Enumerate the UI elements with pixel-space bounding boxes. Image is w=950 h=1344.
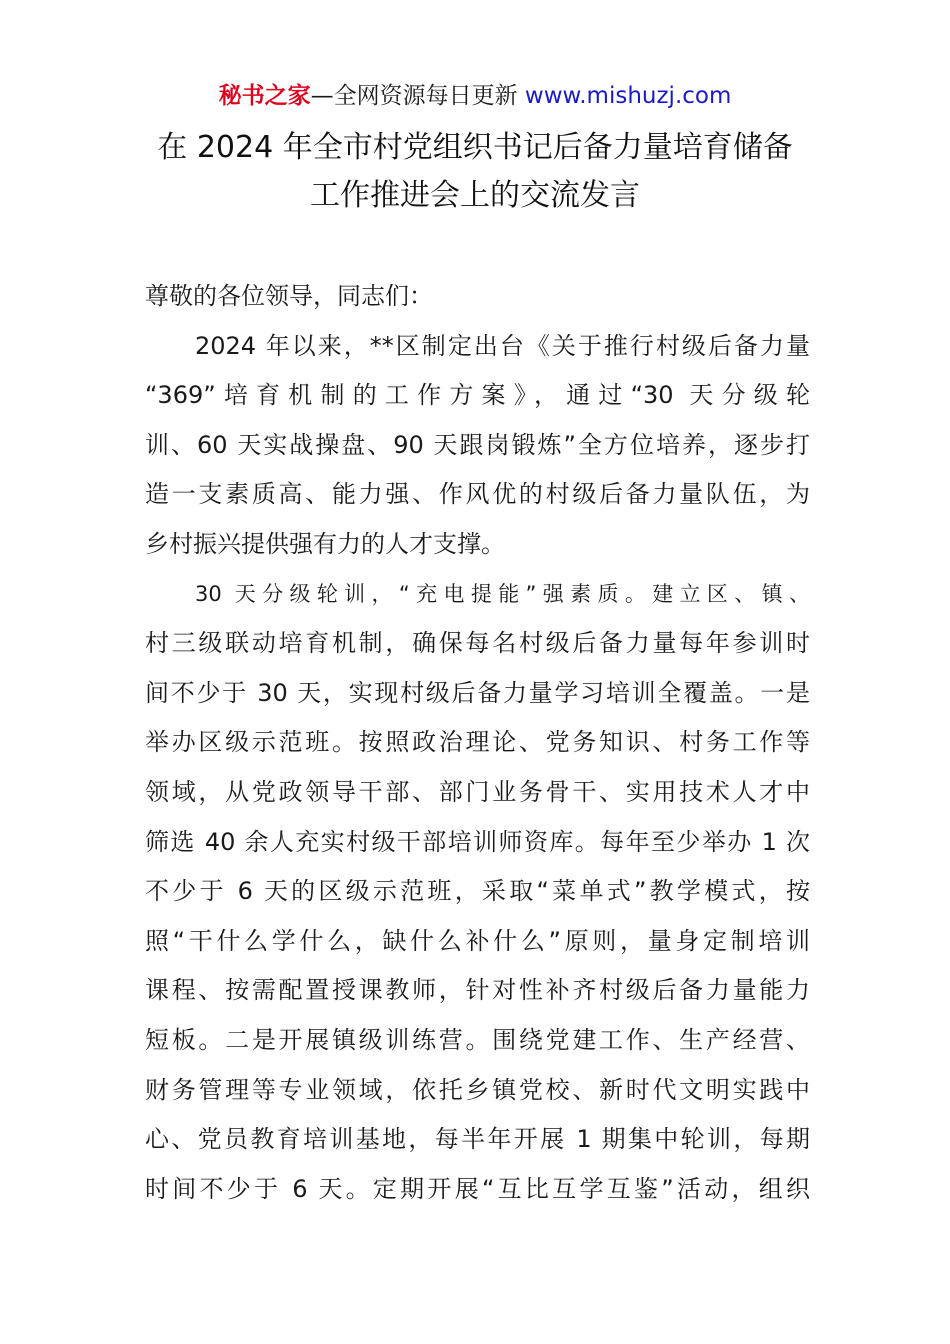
paragraph-line: 时间不少于 6 天。定期开展“互比互学互鉴”活动，组织 xyxy=(145,1174,810,1203)
document-title xyxy=(100,124,850,220)
paragraph-line: 乡村振兴提供强有力的人才支撑。 xyxy=(145,529,505,558)
site-url-link[interactable]: www.mishuzj.com xyxy=(524,83,732,109)
paragraph-line: 举办区级示范班。按照政治理论、党务知识、村务工作等 xyxy=(145,728,810,757)
paragraph-line: 照“干什么学什么，缺什么补什么”原则，量身定制培训 xyxy=(145,926,810,955)
paragraph-line: 课程、按需配置授课教师，针对性补齐村级后备力量能力 xyxy=(145,976,810,1005)
paragraph-line: 短板。二是开展镇级训练营。围绕党建工作、生产经营、 xyxy=(145,1025,810,1054)
salutation: 尊敬的各位领导，同志们： xyxy=(145,282,433,310)
paragraph-line: 筛选 40 余人充实村级干部培训师资库。每年至少举办 1 次 xyxy=(145,827,810,856)
paragraph-line: 30 天分级轮训，“充电提能”强素质。建立区、镇、 xyxy=(195,581,810,606)
title-line: 在 2024 年全市村党组织书记后备力量培育储备 xyxy=(157,130,793,165)
paragraph-line: 财务管理等专业领域，依托乡镇党校、新时代文明实践中 xyxy=(145,1075,810,1104)
title-line: 工作推进会上的交流发言 xyxy=(310,178,640,213)
paragraph-line: 心、党员教育培训基地，每半年开展 1 期集中轮训，每期 xyxy=(145,1125,810,1154)
header-tagline: —全网资源每日更新 xyxy=(310,83,518,109)
paragraph-line: 间不少于 30 天，实现村级后备力量学习培训全覆盖。一是 xyxy=(145,678,810,707)
paragraph-line: “369”培育机制的工作方案》，通过“30 天分级轮 xyxy=(145,381,810,410)
paragraph-line: 领域，从党政领导干部、部门业务骨干、实用技术人才中 xyxy=(145,777,810,806)
paragraph-line: 造一支素质高、能力强、作风优的村级后备力量队伍，为 xyxy=(145,480,810,509)
paragraph-line: 村三级联动培育机制，确保每名村级后备力量每年参训时 xyxy=(145,629,810,658)
site-header xyxy=(0,80,950,112)
paragraph-line: 2024 年以来，**区制定出台《关于推行村级后备力量 xyxy=(195,331,810,360)
paragraph-line: 训、60 天实战操盘、90 天跟岗锻炼”全方位培养，逐步打 xyxy=(145,430,810,459)
paragraph-line: 不少于 6 天的区级示范班，采取“菜单式”教学模式，按 xyxy=(145,877,810,906)
document-body xyxy=(145,272,810,1214)
brand-name: 秘书之家 xyxy=(218,83,311,109)
